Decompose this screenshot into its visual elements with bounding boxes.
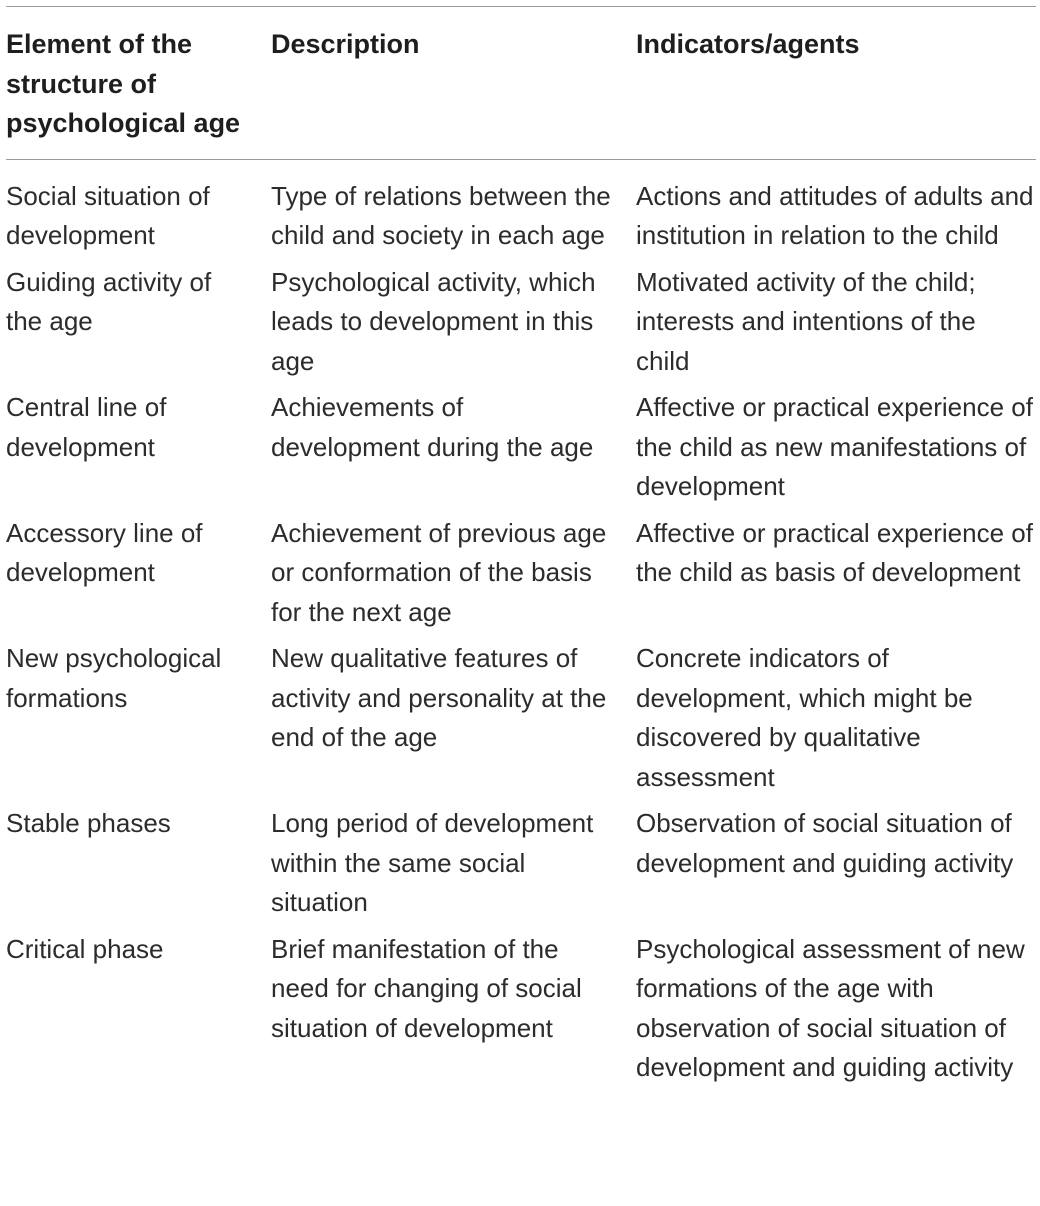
cell-description: New qualitative features of activity and personality at the end of the age	[271, 643, 607, 752]
cell-indicators: Motivated activity of the child; interests and intentions of the child	[636, 266, 976, 376]
table-row	[6, 388, 1036, 514]
column-header-description: Description	[271, 7, 636, 160]
structure-of-psychological-age-table	[6, 6, 1036, 1095]
cell-element: Accessory line of development	[6, 517, 203, 587]
header-row	[6, 7, 1036, 160]
cell-indicators: Psychological assessment of new formations of the age with observation of social situation of development and guiding activity	[636, 933, 1025, 1082]
table-row	[6, 639, 1036, 804]
cell-indicators: Affective or practical experience of the child as new manifestations of development	[636, 392, 1033, 501]
table-body	[6, 159, 1036, 1095]
cell-element: Stable phases	[6, 808, 171, 838]
cell-element: Critical phase	[6, 933, 164, 964]
cell-indicators: Actions and attitudes of adults and institution in relation to the child	[636, 180, 1034, 250]
table-row	[6, 263, 1036, 389]
data-table	[6, 6, 1036, 1095]
table-header	[6, 7, 1036, 160]
column-header-element: Element of the structure of psychological age	[6, 7, 271, 160]
cell-element: Social situation of development	[6, 180, 210, 250]
column-header-indicators: Indicators/agents	[636, 7, 1036, 160]
table-row	[6, 804, 1036, 930]
cell-description: Type of relations between the child and society in each age	[271, 180, 611, 250]
table-row	[6, 930, 1036, 1095]
cell-description: Achievement of previous age or conformation of the basis for the next age	[271, 517, 607, 627]
cell-description: Long period of development within the same social situation	[271, 808, 594, 917]
cell-description: Brief manifestation of the need for changing of social situation of development	[271, 933, 582, 1043]
cell-description: Psychological activity, which leads to development in this age	[271, 266, 596, 376]
cell-indicators: Concrete indicators of development, which might be discovered by qualitative assessment	[636, 643, 973, 792]
table-row	[6, 514, 1036, 640]
table-row	[6, 159, 1036, 263]
cell-description: Achievements of development during the age	[271, 392, 594, 462]
cell-element: New psychological formations	[6, 643, 222, 713]
cell-element: Central line of development	[6, 392, 167, 462]
cell-indicators: Observation of social situation of development and guiding activity	[636, 808, 1014, 878]
cell-indicators: Affective or practical experience of the child as basis of development	[636, 517, 1033, 587]
cell-element: Guiding activity of the age	[6, 266, 212, 336]
